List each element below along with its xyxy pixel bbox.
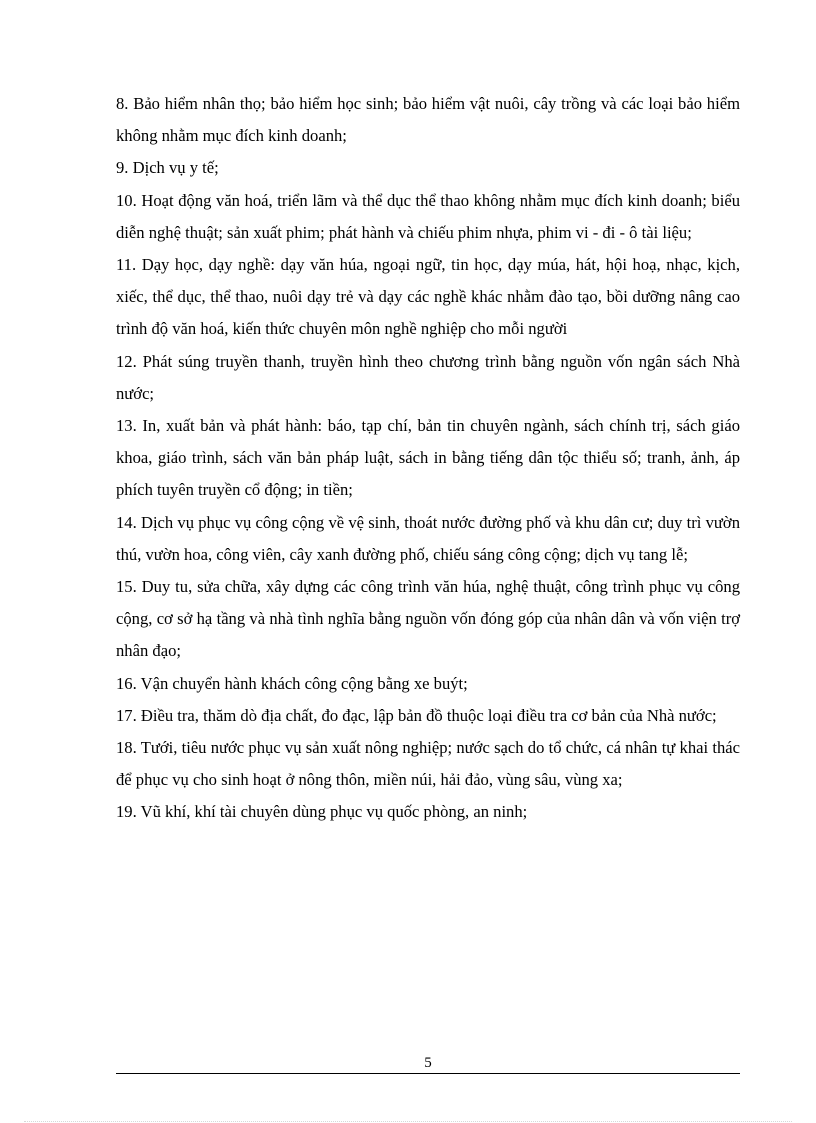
- list-item-15: 15. Duy tu, sửa chữa, xây dựng các công trình văn húa, nghệ thuật, công trình phục vụ công cộng, cơ sở hạ tầng và nhà tình nghĩa bằng nguồn vốn đóng góp của nhân dân và vốn viện trợ nhân đạo;: [116, 577, 740, 661]
- page-number: 5: [424, 1055, 432, 1071]
- list-item-12: 12. Phát súng truyền thanh, truyền hình theo chương trình bằng nguồn vốn ngân sách Nhà nước;: [116, 351, 740, 403]
- document-body: [116, 88, 740, 829]
- list-item-13: 13. In, xuất bản và phát hành: báo, tạp chí, bản tin chuyên ngành, sách chính trị, sách giáo khoa, giáo trình, sách văn bản pháp luật, sách in bằng tiếng dân tộc thiểu số; tranh, ảnh, áp phích tuyên truyền cổ động; in tiền;: [116, 416, 740, 500]
- footer-rule: [116, 1073, 740, 1074]
- list-item-14: 14. Dịch vụ phục vụ công cộng về vệ sinh, thoát nước đường phố và khu dân cư; duy trì vườn thú, vườn hoa, công viên, cây xanh đường phố, chiếu sáng công cộng; dịch vụ tang lễ;: [116, 512, 740, 564]
- list-item-10: 10. Hoạt động văn hoá, triển lãm và thể dục thể thao không nhằm mục đích kinh doanh; biểu diễn nghệ thuật; sản xuất phim; phát hành và chiếu phim nhựa, phim vi - đi - ô tài liệu;: [116, 190, 740, 242]
- list-item-17: 17. Điều tra, thăm dò địa chất, đo đạc, lập bản đồ thuộc loại điều tra cơ bản của Nhà nước;: [116, 705, 717, 725]
- list-item-9: 9. Dịch vụ y tế;: [116, 158, 219, 178]
- list-item-16: 16. Vận chuyển hành khách công cộng bằng xe buýt;: [116, 673, 468, 693]
- list-item-18: 18. Tưới, tiêu nước phục vụ sản xuất nông nghiệp; nước sạch do tổ chức, cá nhân tự khai thác để phục vụ cho sinh hoạt ở nông thôn, miền núi, hải đảo, vùng sâu, vùng xa;: [116, 738, 740, 790]
- list-item-8: 8. Bảo hiểm nhân thọ; bảo hiểm học sinh; bảo hiểm vật nuôi, cây trồng và các loại bảo hiểm không nhằm mục đích kinh doanh;: [116, 94, 740, 146]
- list-item-11: 11. Dạy học, dạy nghề: dạy văn húa, ngoại ngữ, tin học, dạy múa, hát, hội hoạ, nhạc, kịch, xiếc, thể dục, thể thao, nuôi dạy trẻ và dạy các nghề khác nhằm đào tạo, bồi dưỡng nâng cao trình độ văn hoá, kiến thức chuyên môn nghề nghiệp cho mỗi người: [116, 255, 740, 339]
- list-item-19: 19. Vũ khí, khí tài chuyên dùng phục vụ quốc phòng, an ninh;: [116, 802, 528, 822]
- page-bottom-border: [24, 1121, 792, 1122]
